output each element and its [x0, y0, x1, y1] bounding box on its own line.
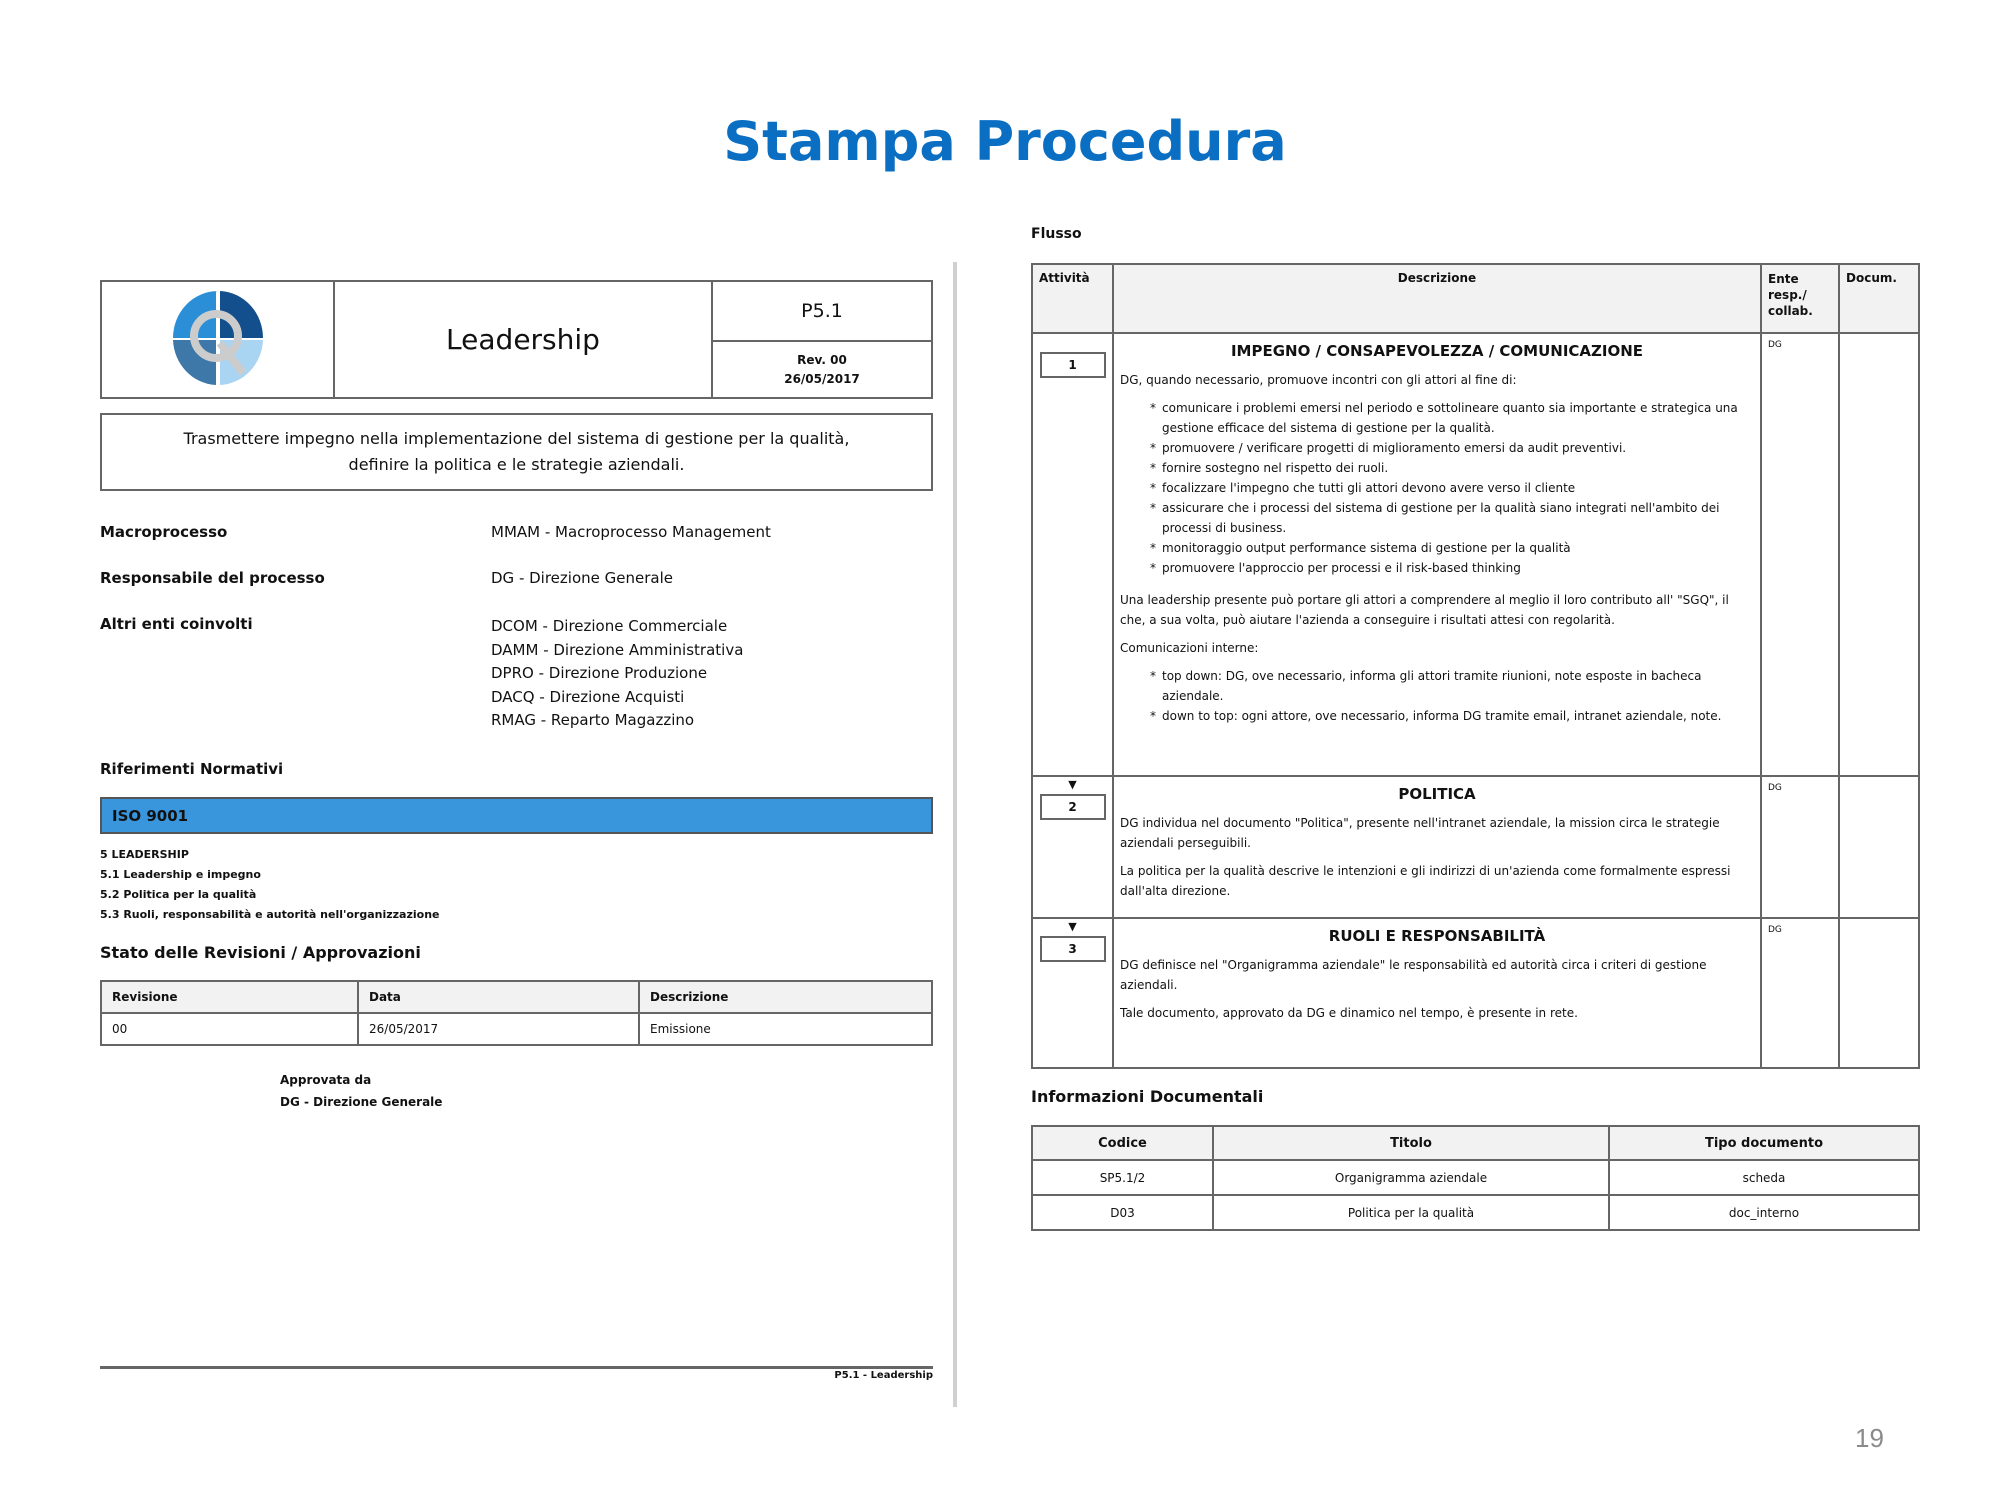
altri-item: DCOM - Direzione Commerciale [491, 617, 728, 635]
arrow-down-icon: ▼ [1068, 920, 1077, 933]
table-row [1032, 776, 1919, 918]
altri-item: DPRO - Direzione Produzione [491, 664, 708, 682]
arrow-down-icon: ▼ [1068, 778, 1077, 791]
logo-cell [101, 281, 334, 398]
iso-item: 5.2 Politica per la qualità [100, 888, 257, 901]
purpose-box [100, 413, 933, 491]
rif-label: Riferimenti Normativi [100, 760, 284, 778]
macro-label: Macroprocesso [100, 523, 228, 541]
ente-cell: DG [1761, 776, 1839, 918]
bullet-item: * assicurare che i processi del sistema di gestione per la qualità siano integrati nell'ambito dei processi di business. [1162, 498, 1760, 538]
activity-text: DG individua nel documento "Politica", presente nell'intranet aziendale, la mission circa le strategie aziendali perseguibili. [1120, 816, 1720, 850]
info-cell: Organigramma aziendale [1213, 1160, 1609, 1195]
info-table [1031, 1125, 1920, 1231]
macro-value: MMAM - Macroprocesso Management [491, 523, 771, 541]
altri-label: Altri enti coinvolti [100, 615, 253, 633]
bullet-item: * monitoraggio output performance sistema di gestione per la qualità [1162, 538, 1760, 558]
table-row [1032, 1160, 1919, 1195]
activity-number: 1 [1040, 352, 1106, 378]
activity-text: DG, quando necessario, promuove incontri con gli attori al fine di: [1120, 373, 1517, 387]
altri-item: DAMM - Direzione Amministrativa [491, 640, 744, 659]
ente-cell: DG [1761, 918, 1839, 1068]
doc-header-table [100, 280, 933, 399]
flusso-label: Flusso [1031, 226, 1082, 242]
activity-text: Una leadership presente può portare gli attori a comprendere al meglio il loro contributo all' "SGQ", il che, a sua volta, può aiutare l'azienda a conseguire i risultati attesi con regolarità. [1120, 593, 1729, 627]
info-cell: Politica per la qualità [1213, 1195, 1609, 1230]
activity-text: Tale documento, approvato da DG e dinamico nel tempo, è presente in rete. [1120, 1006, 1578, 1020]
doc-code: P5.1 [712, 281, 932, 341]
rev-header: Data [358, 981, 639, 1013]
activity-number: 3 [1040, 936, 1106, 962]
info-header: Codice [1032, 1126, 1213, 1160]
company-logo-icon [168, 288, 268, 388]
iso-item: 5 LEADERSHIP [100, 848, 189, 861]
page-divider [953, 262, 957, 1407]
activity-title: RUOLI E RESPONSABILITÀ [1328, 927, 1546, 945]
purpose-line: Trasmettere impegno nella implementazione del sistema di gestione per la qualità, [183, 429, 850, 448]
info-cell: scheda [1609, 1160, 1919, 1195]
altri-list [491, 615, 743, 733]
approvata-label: Approvata da [280, 1073, 372, 1087]
info-cell: D03 [1032, 1195, 1213, 1230]
table-row [1032, 1195, 1919, 1230]
footer-rule [100, 1366, 933, 1369]
activity-title: IMPEGNO / CONSAPEVOLEZZA / COMUNICAZIONE [1230, 342, 1644, 360]
activity-number: 2 [1040, 794, 1106, 820]
altri-item: RMAG - Reparto Magazzino [491, 711, 695, 729]
rev-header: Revisione [101, 981, 358, 1013]
doc-name: Leadership [334, 281, 712, 398]
resp-label: Responsabile del processo [100, 569, 325, 587]
bullet-item: * promuovere l'approccio per processi e il risk-based thinking [1162, 558, 1760, 578]
flow-header: Attività [1032, 264, 1113, 333]
activity-text: Comunicazioni interne: [1120, 641, 1259, 655]
purpose-line: definire la politica e le strategie aziendali. [348, 455, 685, 474]
table-row [101, 1013, 932, 1045]
resp-value: DG - Direzione Generale [491, 569, 673, 587]
doc-date: 26/05/2017 [784, 371, 860, 386]
rev-header: Descrizione [639, 981, 932, 1013]
info-cell: SP5.1/2 [1032, 1160, 1213, 1195]
iso-item: 5.1 Leadership e impegno [100, 868, 261, 881]
bullet-item: * comunicare i problemi emersi nel periodo e sottolineare quanto sia importante e strategica una gestione efficace del sistema di gestione per la qualità. [1162, 398, 1760, 438]
bullet-item: * top down: DG, ove necessario, informa gli attori tramite riunioni, note esposte in bacheca aziendale. [1162, 666, 1760, 706]
info-header: Tipo documento [1609, 1126, 1919, 1160]
ente-cell: DG [1761, 333, 1839, 776]
table-row [1032, 333, 1919, 776]
rev-cell: Emissione [639, 1013, 932, 1045]
bullet-item: * fornire sostegno nel rispetto dei ruoli. [1162, 458, 1760, 478]
revisions-table [100, 980, 933, 1046]
bullet-item: * focalizzare l'impegno che tutti gli attori devono avere verso il cliente [1162, 478, 1760, 498]
activity-title: POLITICA [1398, 785, 1476, 803]
altri-item: DACQ - Direzione Acquisti [491, 687, 685, 706]
doc-rev: Rev. 00 [797, 352, 847, 367]
approvata-value: DG - Direzione Generale [280, 1095, 443, 1109]
stato-label: Stato delle Revisioni / Approvazioni [100, 943, 421, 962]
flow-header: Descrizione [1113, 264, 1761, 333]
iso-items [100, 845, 439, 925]
iso-item: 5.3 Ruoli, responsabilità e autorità nell'organizzazione [100, 908, 440, 921]
rev-cell: 26/05/2017 [358, 1013, 639, 1045]
iso-bar: ISO 9001 [100, 797, 933, 834]
flusso-table [1031, 263, 1920, 1069]
bullet-item: * promuovere / verificare progetti di miglioramento emersi da audit preventivi. [1162, 438, 1760, 458]
info-header: Titolo [1213, 1126, 1609, 1160]
page-number: 19 [1855, 1423, 1884, 1453]
bullet-item: * down to top: ogni attore, ove necessario, informa DG tramite email, intranet aziendale, note. [1162, 706, 1760, 726]
flow-header: Docum. [1839, 264, 1919, 333]
info-cell: doc_interno [1609, 1195, 1919, 1230]
rev-cell: 00 [101, 1013, 358, 1045]
info-label: Informazioni Documentali [1031, 1087, 1264, 1106]
slide-title: Stampa Procedura [723, 110, 1287, 173]
flow-header: Ente resp./ collab. [1761, 264, 1839, 333]
activity-text: DG definisce nel "Organigramma aziendale" le responsabilità ed autorità circa i criteri di gestione aziendali. [1120, 958, 1707, 992]
table-row [1032, 918, 1919, 1068]
doc-footer: P5.1 - Leadership [834, 1370, 933, 1381]
activity-text: La politica per la qualità descrive le intenzioni e gli indirizzi di un'azienda come formalmente espressi dall'alta direzione. [1120, 864, 1731, 898]
